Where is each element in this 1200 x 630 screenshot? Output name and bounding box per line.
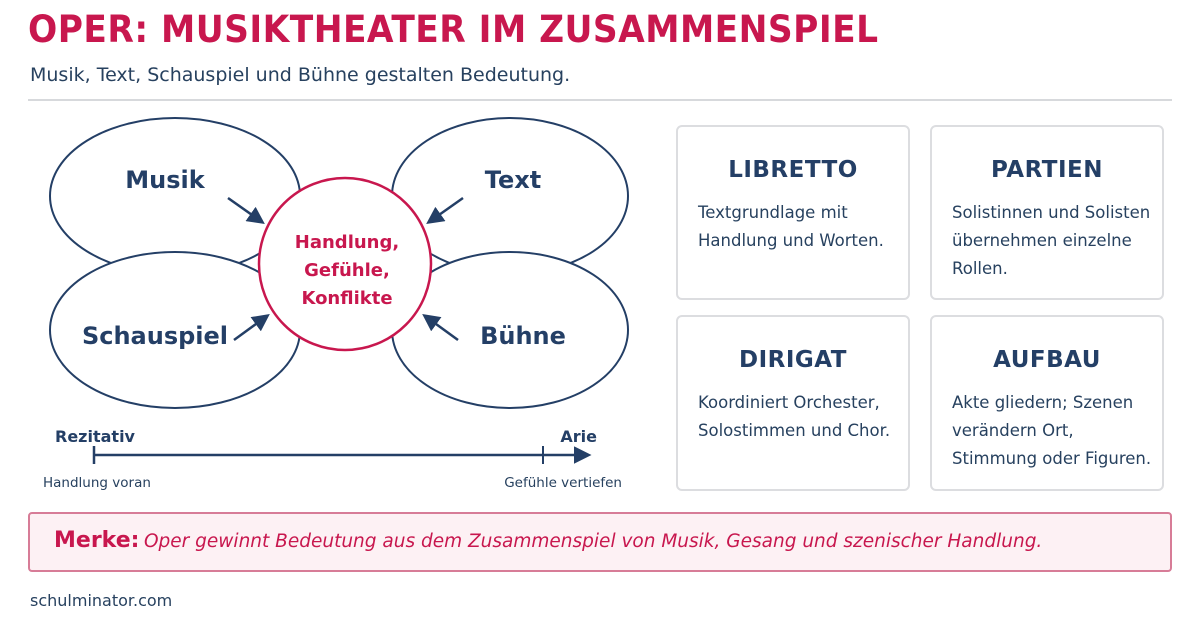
card-text: Textgrundlage mit Handlung und Worten. <box>698 203 884 250</box>
scale-left-label: Rezitativ <box>55 427 135 446</box>
card-text: Solistinnen und Solisten übernehmen einzelne Rollen. <box>952 203 1151 278</box>
card-aufbau <box>930 315 1164 491</box>
center-line-3: Konflikte <box>301 288 393 309</box>
card-partien <box>930 125 1164 300</box>
card-dirigat <box>676 315 910 491</box>
card-title: AUFBAU <box>993 347 1101 373</box>
scale-right-label: Arie <box>560 427 597 446</box>
card-text: Koordiniert Orchester, Solostimmen und Chor. <box>698 393 891 440</box>
page-title: OPER: MUSIKTHEATER IM ZUSAMMENSPIEL <box>28 8 879 51</box>
scale-left-caption: Handlung voran <box>43 475 151 491</box>
card-title: LIBRETTO <box>728 157 858 183</box>
merke-label: Merke: <box>54 528 140 553</box>
merke-box <box>28 512 1172 572</box>
musik-label: Musik <box>125 166 205 194</box>
schauspiel-label: Schauspiel <box>81 322 229 350</box>
buehne-label: Bühne <box>480 322 566 350</box>
opera-diagram <box>0 100 650 500</box>
card-title: PARTIEN <box>991 157 1103 183</box>
card-title: DIRIGAT <box>739 347 847 373</box>
card-text: Akte gliedern; Szenen verändern Ort, Stimmung oder Figuren. <box>952 393 1152 468</box>
merke-text: Oper gewinnt Bedeutung aus dem Zusammenspiel von Musik, Gesang und szenischer Handlung. <box>144 531 1043 552</box>
footer-link[interactable]: schulminator.com <box>30 591 173 610</box>
center-line-1: Handlung, <box>294 232 400 253</box>
card-libretto <box>676 125 910 300</box>
text-label: Text <box>484 166 542 194</box>
scale-right-caption: Gefühle vertiefen <box>504 475 622 491</box>
page-subtitle: Musik, Text, Schauspiel und Bühne gestalten Bedeutung. <box>30 64 571 86</box>
center-line-2: Gefühle, <box>304 260 390 281</box>
